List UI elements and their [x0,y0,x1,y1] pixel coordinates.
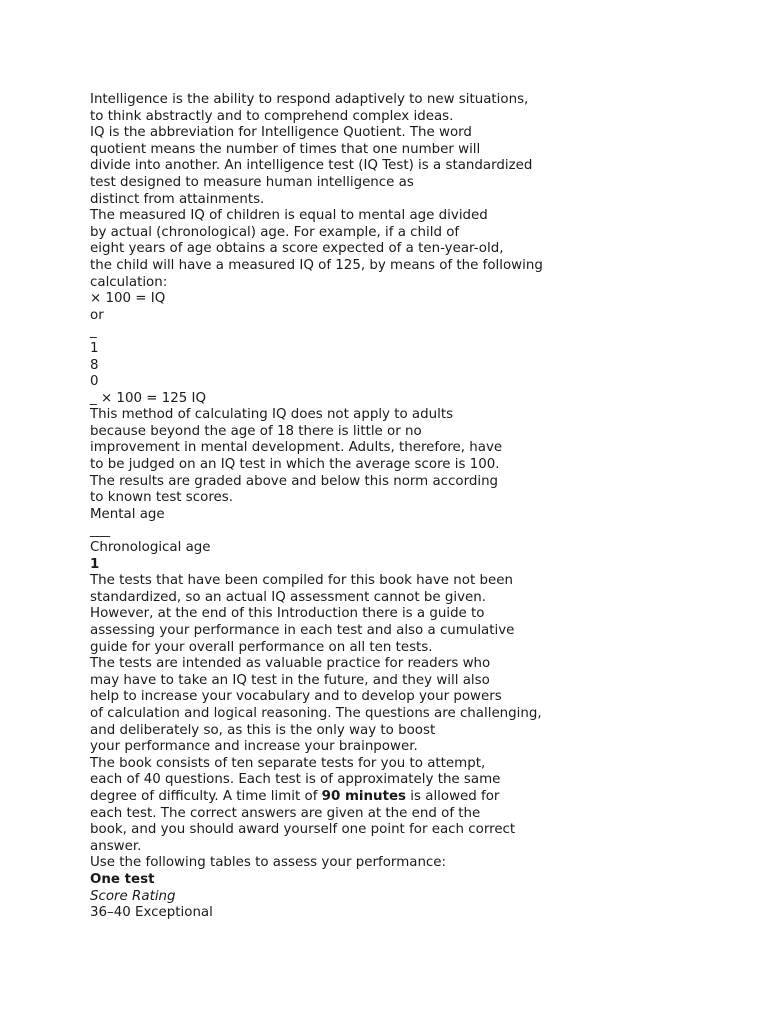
table-subheading: Score Rating [90,888,176,904]
time-limit-bold: 90 minutes [321,788,407,804]
text-line: The tests are intended as valuable practice for readers who [90,656,491,672]
text-line: Use the following tables to assess your performance: [90,855,447,871]
formula-line: _ × 100 = 125 IQ [90,390,207,406]
text-line: because beyond the age of 18 there is little or no [90,423,422,439]
formula-line: ___ [90,523,111,539]
text-line: divide into another. An intelligence test (IQ Test) is a standardized [90,158,533,174]
text-line: The book consists of ten separate tests for you to attempt, [90,755,486,771]
text-line: the child will have a measured IQ of 125, by means of the following [90,257,543,273]
text-line: guide for your overall performance on all ten tests. [90,639,433,655]
text-line: book, and you should award yourself one point for each correct [90,822,516,838]
document-page [90,92,750,922]
text-line: quotient means the number of times that one number will [90,141,481,157]
text-line: Intelligence is the ability to respond adaptively to new situations, [90,92,529,107]
formula-line: Chronological age [90,540,211,556]
text-line: to think abstractly and to comprehend complex ideas. [90,108,454,124]
text-line: by actual (chronological) age. For example, if a child of [90,224,460,240]
formula-line: 8 [90,357,99,373]
text-line: standardized, so an actual IQ assessment cannot be given. [90,589,486,605]
text-line: to known test scores. [90,490,234,506]
text-line: or [90,307,104,323]
formula-line: 0 [90,374,99,390]
page-number: 1 [90,556,100,572]
text-line: calculation: [90,274,168,290]
text-line: This method of calculating IQ does not apply to adults [90,407,454,423]
text-line: help to increase your vocabulary and to develop your powers [90,689,502,705]
text-line: eight years of age obtains a score expected of a ten-year-old, [90,241,504,257]
text-line: each of 40 questions. Each test is of approximately the same [90,772,501,788]
formula-line: Mental age [90,506,165,522]
formula-line: _ [90,324,97,340]
text-line: IQ is the abbreviation for Intelligence Quotient. The word [90,125,472,141]
text-line: The results are graded above and below this norm according [90,473,499,489]
text-line: and deliberately so, as this is the only way to boost [90,722,436,738]
formula-line: × 100 = IQ [90,291,166,307]
table-heading: One test [90,871,155,887]
time-limit-after: is allowed for [406,788,500,804]
text-line: answer. [90,838,142,854]
table-row: 36–40 Exceptional [90,905,213,921]
text-line: distinct from attainments. [90,191,265,207]
text-line: may have to take an IQ test in the future, and they will also [90,672,490,688]
text-line: However, at the end of this Introduction there is a guide to [90,606,485,622]
text-line: to be judged on an IQ test in which the average score is 100. [90,457,500,473]
text-line: assessing your performance in each test and also a cumulative [90,623,515,638]
text-line: your performance and increase your brainpower. [90,739,418,755]
time-limit-line [90,789,750,806]
text-line: The measured IQ of children is equal to mental age divided [90,208,488,224]
text-line: test designed to measure human intelligence as [90,174,414,190]
text-line: The tests that have been compiled for this book have not been [90,573,513,589]
text-line: improvement in mental development. Adults, therefore, have [90,440,503,456]
text-line: each test. The correct answers are given at the end of the [90,805,481,821]
text-line: of calculation and logical reasoning. The questions are challenging, [90,705,542,721]
time-limit-before: degree of difficulty. A time limit of [90,788,322,804]
formula-line: 1 [90,340,99,356]
